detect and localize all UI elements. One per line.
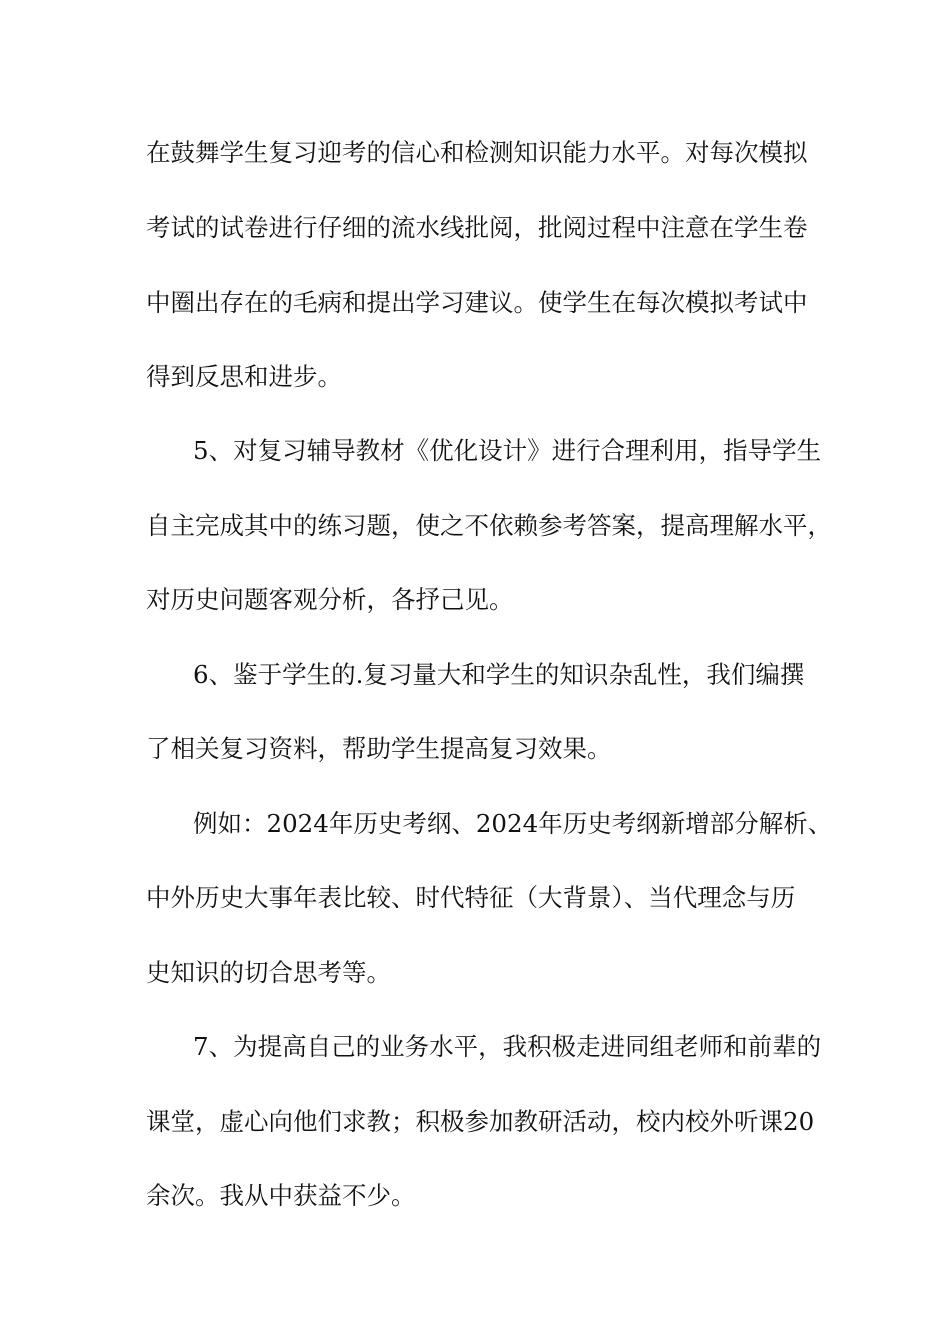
paragraph-5-line-1: 5、对复习辅导教材《优化设计》进行合理利用，指导学生 — [193, 436, 822, 465]
paragraph-7-line-3: 余次。我从中获益不少。 — [146, 1181, 416, 1210]
paragraph-7-line-1: 7、为提高自己的业务水平，我积极走进同组老师和前辈的 — [193, 1032, 822, 1061]
paragraph-7-line-2: 课堂，虚心向他们求教；积极参加教研活动，校内校外听课20 — [146, 1107, 815, 1136]
paragraph-5-line-3: 对历史问题客观分析，各抒己见。 — [146, 585, 514, 614]
example-line-2: 中外历史大事年表比较、时代特征（大背景）、当代理念与历 — [146, 883, 796, 912]
example-line-1: 例如：2024年历史考纲、2024年历史考纲新增部分解析、 — [193, 809, 833, 838]
paragraph-6-line-2: 了相关复习资料，帮助学生提高复习效果。 — [146, 734, 612, 763]
paragraph-5-line-2: 自主完成其中的练习题，使之不依赖参考答案，提高理解水平， — [146, 511, 832, 540]
text-line-2: 考试的试卷进行仔细的流水线批阅，批阅过程中注意在学生卷 — [146, 213, 808, 242]
example-line-3: 史知识的切合思考等。 — [146, 958, 391, 987]
text-line-4: 得到反思和进步。 — [146, 362, 342, 391]
text-line-1: 在鼓舞学生复习迎考的信心和检测知识能力水平。对每次模拟 — [146, 138, 808, 167]
paragraph-6-line-1: 6、鉴于学生的.复习量大和学生的知识杂乱性，我们编撰 — [193, 660, 805, 689]
text-line-3: 中圈出存在的毛病和提出学习建议。使学生在每次模拟考试中 — [146, 288, 808, 317]
